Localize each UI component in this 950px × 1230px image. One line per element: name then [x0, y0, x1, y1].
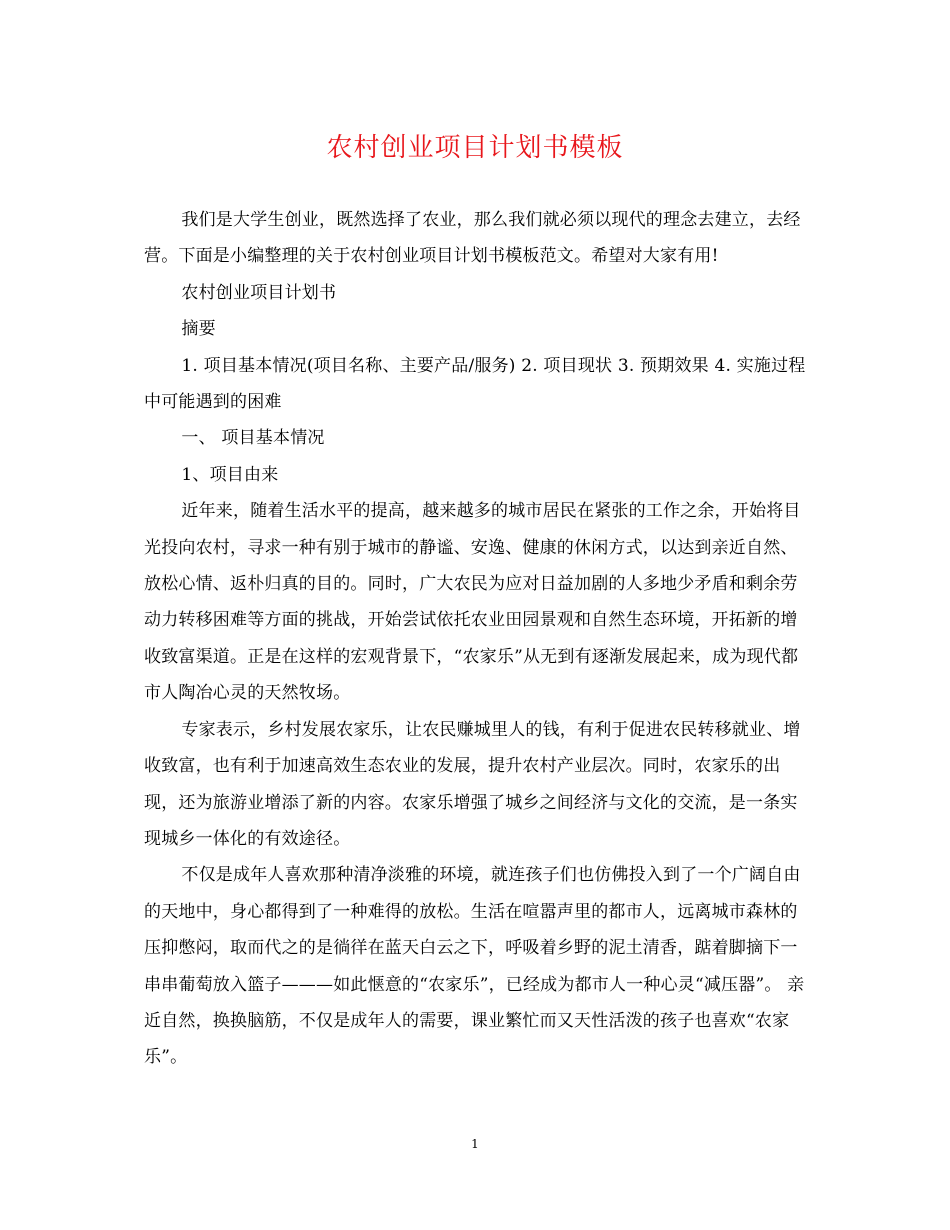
background-paragraph: 近年来，随着生活水平的提高，越来越多的城市居民在紧张的工作之余，开始将目光投向农村，寻求一种有别于城市的静谧、安逸、健康的休闲方式，以达到亲近自然、放松心情、返朴归真的目的。同时，广大农民为应对日益加剧的人多地少矛盾和剩余劳动力转移困难等方面的挑战，开始尝试依托农业田园景观和自然生态环境，开拓新的增收致富渠道。正是在这样的宏观背景下，“农家乐”从无到有逐渐发展起来，成为现代都市人陶冶心灵的天然牧场。: [144, 501, 801, 704]
document-title: 农村创业项目计划书模板: [326, 133, 624, 163]
page-number: 1: [471, 1137, 479, 1151]
expert-paragraph: 专家表示，乡村发展农家乐，让农民赚城里人的钱，有利于促进农民转移就业、增收致富，也有利于加速高效生态农业的发展，提升农村产业层次。同时，农家乐的出现，还为旅游业增添了新的内容。农家乐增强了城乡之间经济与文化的交流，是一条实现城乡一体化的有效途径。: [144, 719, 801, 849]
section-heading-1: 一、 项目基本情况: [181, 428, 325, 449]
family-paragraph: 不仅是成年人喜欢那种清净淡雅的环境，就连孩子们也仿佛投入到了一个广阔自由的天地中，身心都得到了一种难得的放松。生活在喧嚣声里的都市人，远离城市森林的压抑憋闷，取而代之的是徜徉在蓝天白云之下，呼吸着乡野的泥土清香，踮着脚摘下一串串葡萄放入篮子———如此惬意的“农家乐”，已经成为都市人一种心灵“减压器”。 亲近自然，换换脑筋，不仅是成年人的需要，课业繁忙而又天性活泼的孩子也喜欢“农家乐”。: [144, 865, 805, 1068]
abstract-heading: 摘要: [181, 319, 216, 340]
document-body: [144, 202, 806, 1076]
abstract-list: 1. 项目基本情况(项目名称、主要产品/服务) 2. 项目现状 3. 预期效果 4. 实施过程中可能遇到的困难: [144, 355, 806, 413]
plan-heading: 农村创业项目计划书: [181, 282, 337, 303]
intro-paragraph: 我们是大学生创业，既然选择了农业，那么我们就必须以现代的理念去建立，去经营。下面是小编整理的关于农村创业项目计划书模板范文。希望对大家有用!: [144, 210, 801, 267]
subsection-heading-1: 1、项目由来: [181, 464, 279, 485]
